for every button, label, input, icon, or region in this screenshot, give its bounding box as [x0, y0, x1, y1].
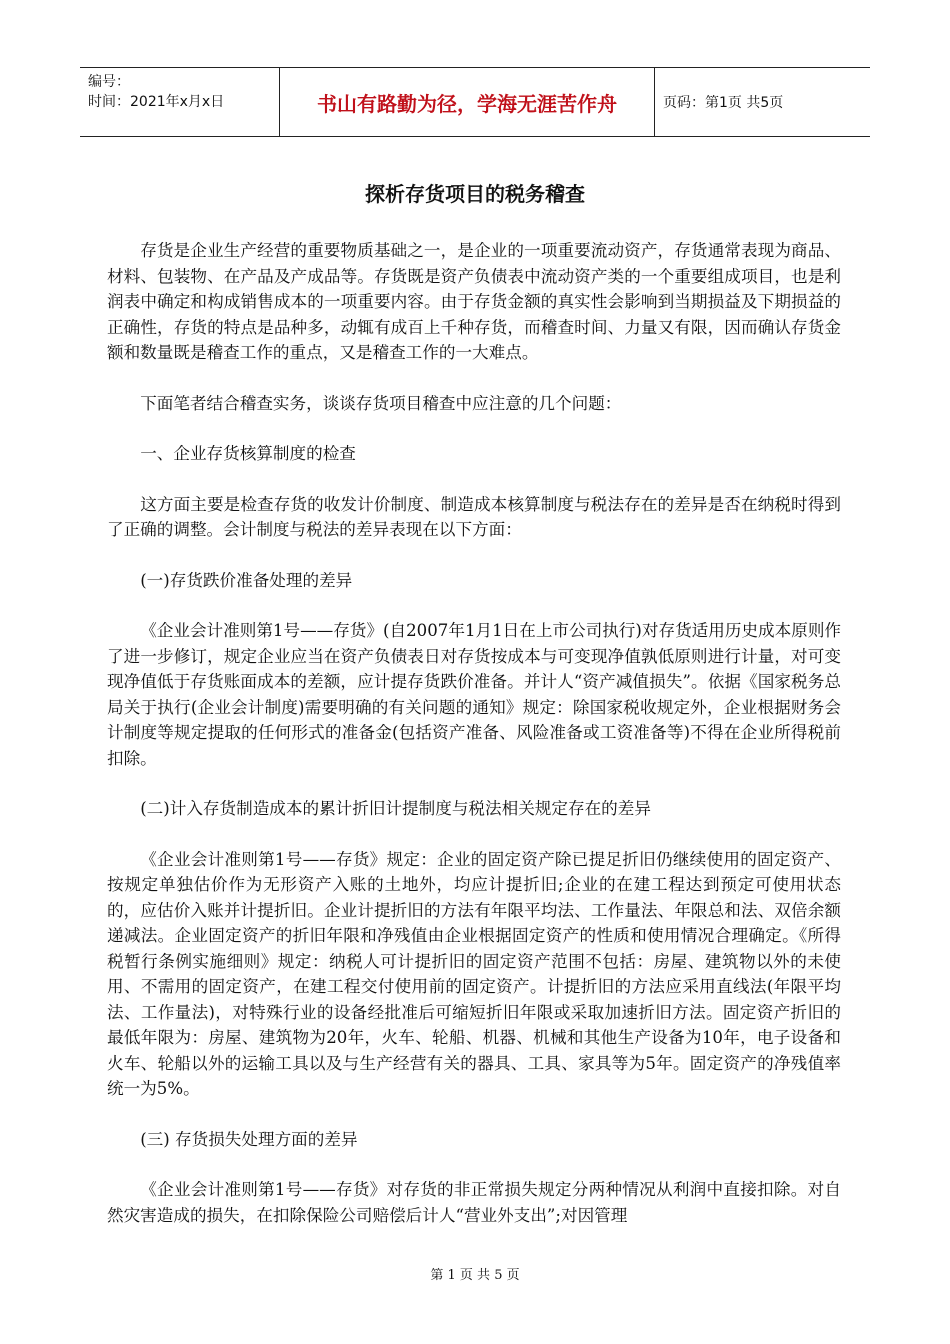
paragraph: 这方面主要是检查存货的收发计价制度、制造成本核算制度与税法存在的差异是否在纳税时得到了正确的调整。会计制度与税法的差异表现在以下方面：	[107, 494, 841, 539]
subsection-heading: (一)存货跌价准备处理的差异	[140, 570, 353, 590]
document-number-label: 编号：	[88, 74, 130, 90]
paragraph: 《企业会计准则第1号——存货》对存货的非正常损失规定分两种情况从利润中直接扣除。对自然灾害造成的损失，在扣除保险公司赔偿后计人“营业外支出”;对因管理	[107, 1180, 841, 1225]
header-motto: 书山有路勤为径，学海无涯苦作舟	[280, 68, 655, 136]
header-page-label: 页码：第1页 共5页	[663, 95, 784, 111]
page-footer: 第 1 页 共 5 页	[430, 1268, 520, 1283]
subsection-heading: (三) 存货损失处理方面的差异	[140, 1129, 358, 1149]
header-meta	[80, 68, 280, 136]
paragraph: 《企业会计准则第1号——存货》(自2007年1月1日在上市公司执行)对存货适用历史成本原则作了进一步修订，规定企业应当在资产负债表日对存货按成本与可变现净值孰低原则进行计量，对可变现净值低于存货账面成本的差额，应计提存货跌价准备。并计人“资产减值损失”。依据《国家税务总局关于执行(企业会计制度)需要明确的有关问题的通知》规定：除国家税收规定外，企业根据财务会计制度等规定提取的任何形式的准备金(包括资产准备、风险准备或工资准备等)不得在企业所得税前扣除。	[107, 621, 842, 768]
paragraph: 下面笔者结合稽查实务，谈谈存货项目稽查中应注意的几个问题：	[140, 393, 622, 413]
section-heading: 一、企业存货核算制度的检查	[140, 444, 356, 463]
paragraph: 存货是企业生产经营的重要物质基础之一，是企业的一项重要流动资产，存货通常表现为商品、材料、包装物、在产品及产成品等。存货既是资产负债表中流动资产类的一个重要组成项目，也是利润表中确定和构成销售成本的一项重要内容。由于存货金额的真实性会影响到当期损益及下期损益的正确性，存货的特点是品种多，动辄有成百上千种存货，而稽查时间、力量又有限，因而确认存货金额和数量既是稽查工作的重点，又是稽查工作的一大难点。	[107, 241, 841, 362]
page-header	[80, 67, 870, 137]
document-date-label: 时间：2021年x月x日	[88, 94, 225, 110]
document-title: 探析存货项目的税务稽查	[365, 182, 585, 206]
subsection-heading: (二)计入存货制造成本的累计折旧计提制度与税法相关规定存在的差异	[140, 799, 651, 818]
paragraph: 《企业会计准则第1号——存货》规定：企业的固定资产除已提足折旧仍继续使用的固定资产、按规定单独估价作为无形资产入账的土地外，均应计提折旧;企业的在建工程达到预定可使用状态的，应估价入账并计提折旧。企业计提折旧的方法有年限平均法、工作量法、年限总和法、双倍余额递减法。企业固定资产的折旧年限和净残值由企业根据固定资产的性质和使用情况合理确定。《所得税暂行条例实施细则》规定：纳税人可计提折旧的固定资产范围不包括：房屋、建筑物以外的未使用、不需用的固定资产，在建工程交付使用前的固定资产。计提折旧的方法应采用直线法(年限平均法、工作量法)，对特殊行业的设备经批准后可缩短折旧年限或采取加速折旧方法。固定资产折旧的最低年限为：房屋、建筑物为20年，火车、轮船、机器、机械和其他生产设备为10年，电子设备和火车、轮船以外的运输工具以及与生产经营有关的器具、工具、家具等为5年。固定资产的净残值率统一为5%。	[107, 849, 841, 1098]
document-body	[107, 238, 841, 1253]
